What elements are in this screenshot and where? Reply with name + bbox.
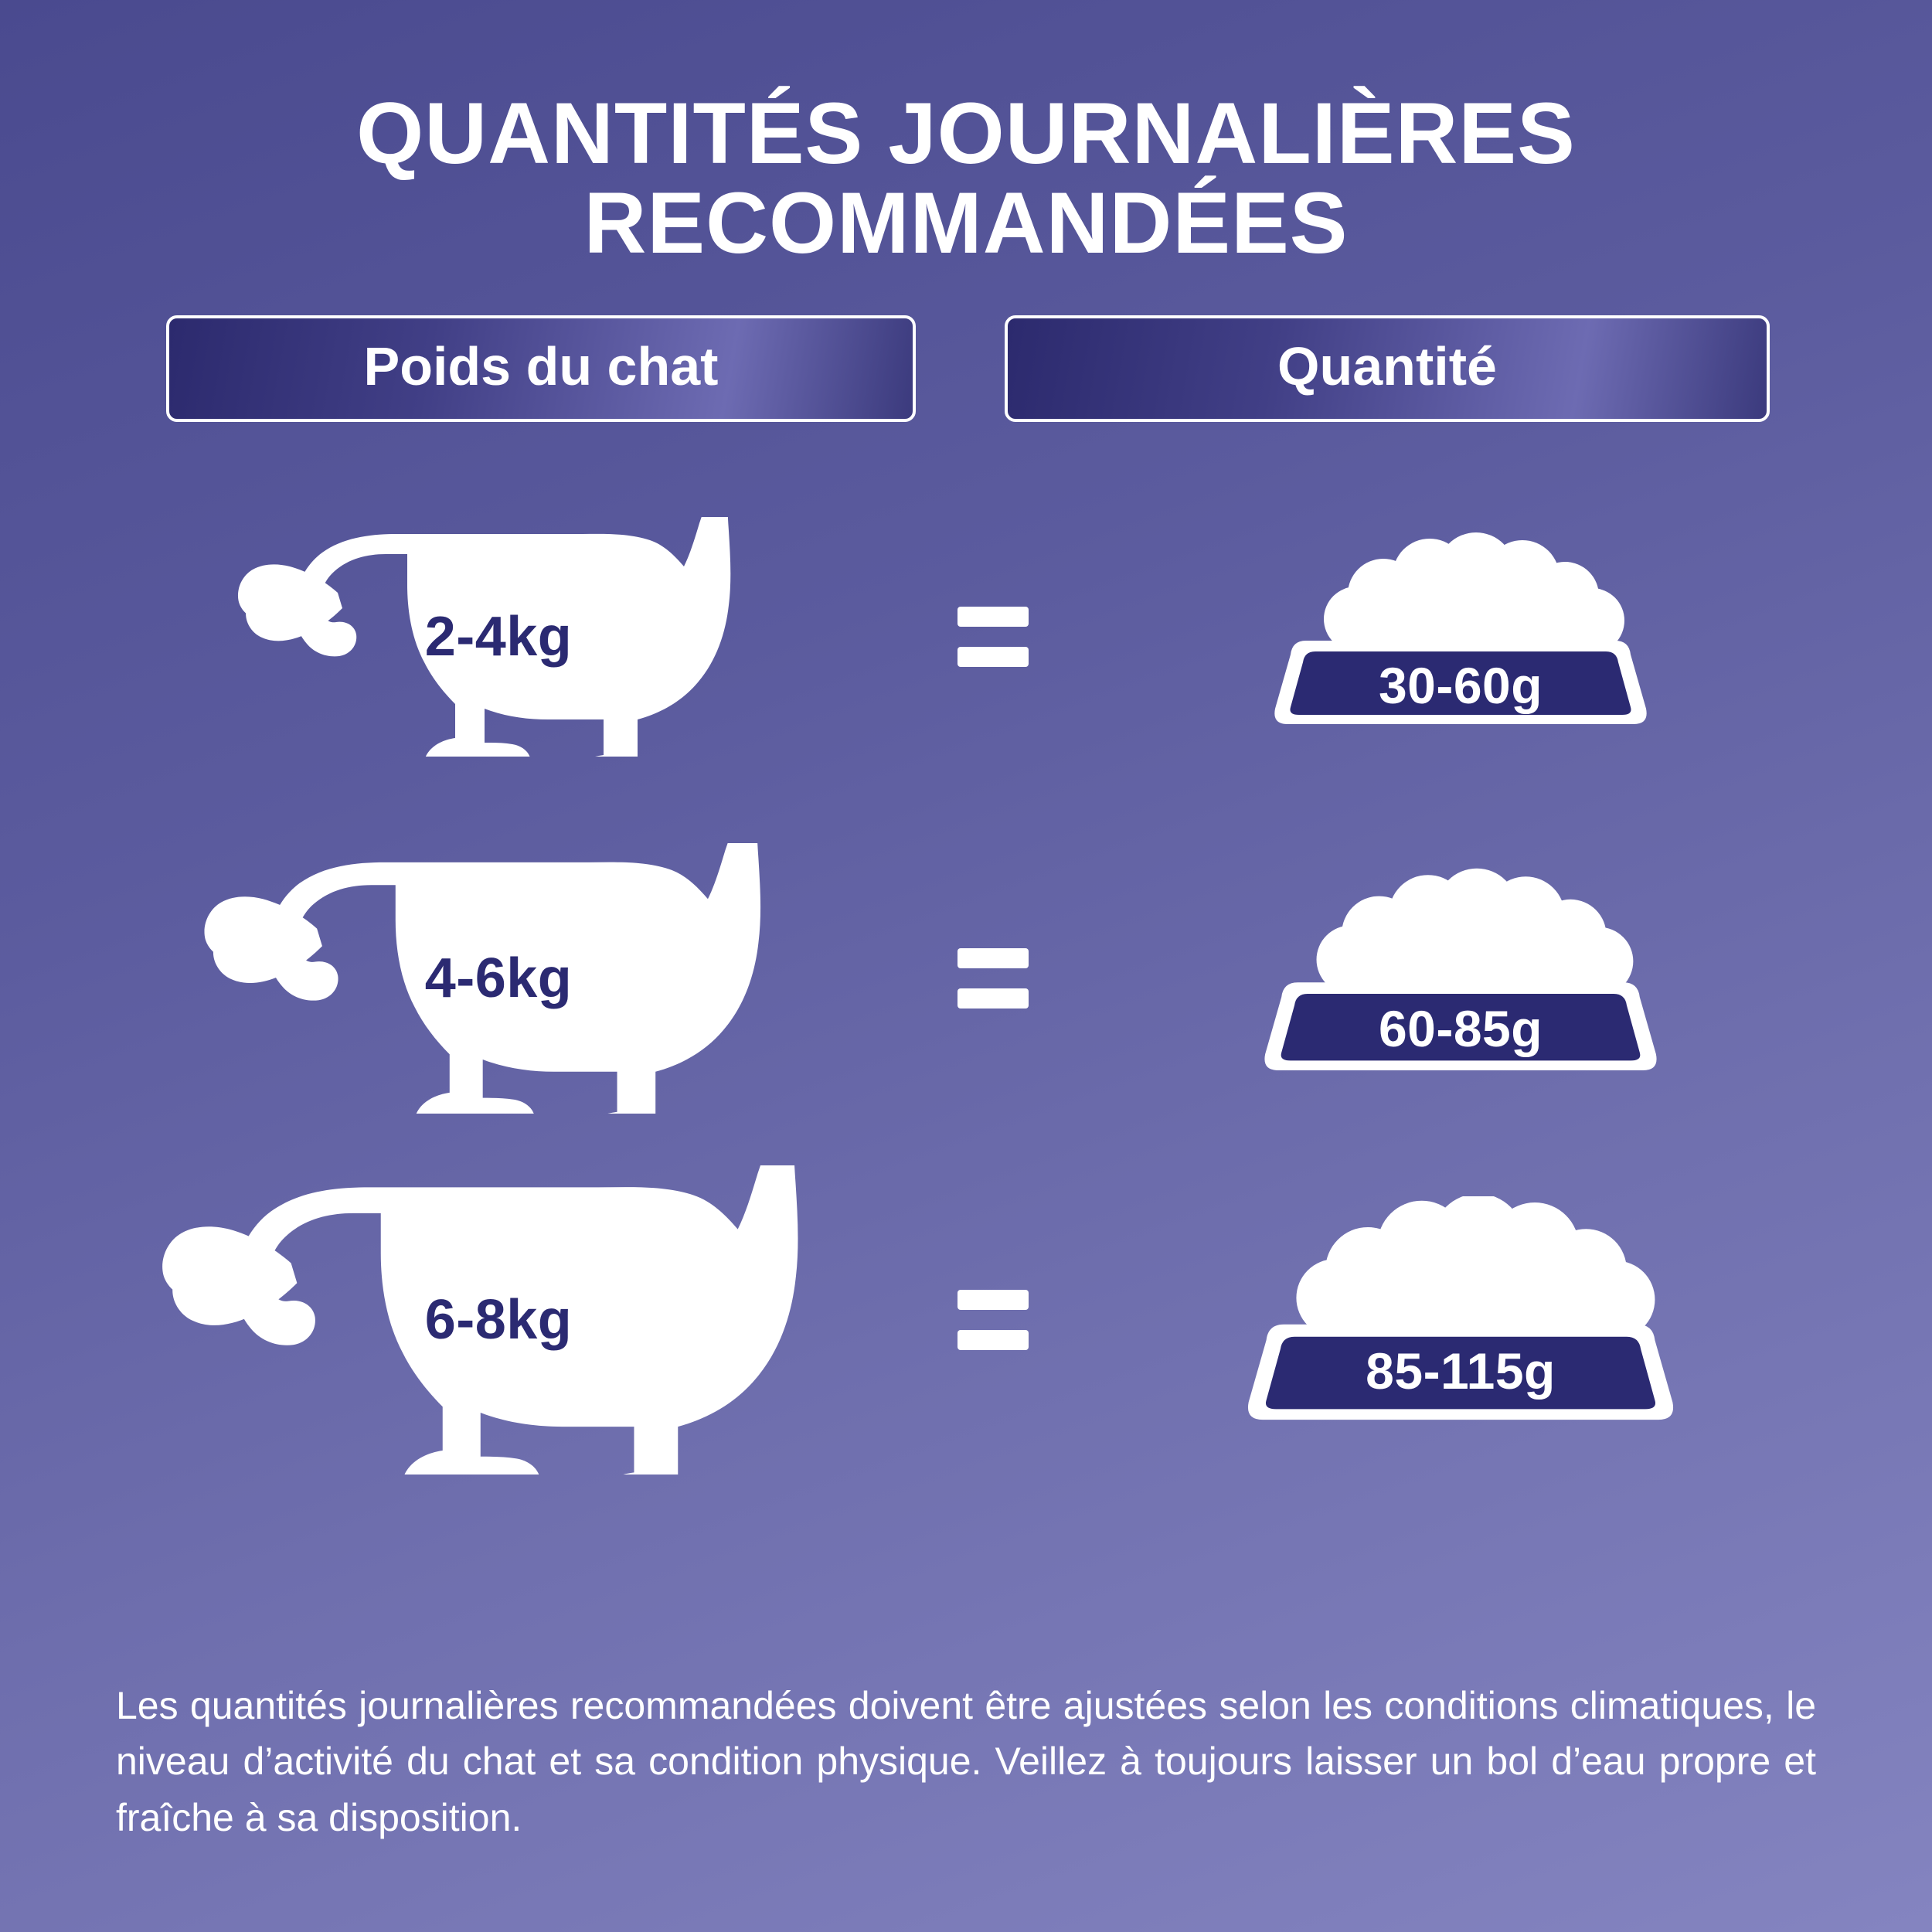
page-title: QUANTITÉS JOURNALIÈRES RECOMMANDÉES <box>356 85 1576 272</box>
amount-label: 60-85g <box>1378 999 1543 1057</box>
bowl-cell <box>1074 1165 1847 1475</box>
bowl-cell <box>1074 482 1847 791</box>
cat-cell <box>85 1165 912 1475</box>
table-header-row <box>0 315 1932 422</box>
equals-cell <box>912 1290 1074 1350</box>
header-cat-weight: Poids du chat <box>166 315 916 422</box>
cat-cell <box>85 824 912 1133</box>
bowl-wrap <box>1213 1196 1708 1444</box>
feeding-rows <box>0 482 1932 1475</box>
food-bowl-icon <box>1213 1196 1708 1444</box>
bowl-cell <box>1074 824 1847 1133</box>
equals-cell <box>912 607 1074 667</box>
header-quantity: Quantité <box>1005 315 1770 422</box>
amount-label: 85-115g <box>1366 1342 1556 1400</box>
amount-label: 30-60g <box>1378 656 1543 714</box>
equals-cell <box>912 948 1074 1009</box>
table-row <box>85 1165 1847 1475</box>
table-row <box>85 482 1847 791</box>
cat-cell <box>85 482 912 791</box>
equals-icon <box>957 1290 1029 1350</box>
footer-note: Les quantités journalières recommandées doivent être ajustées selon les conditions climatiques, le niveau d’activité du chat et sa condition physique. Veillez à toujours laisser un bol d’eau propre et fraîche à sa disposition. <box>116 1683 1816 1839</box>
weight-label: 6-8kg <box>424 1288 573 1351</box>
bowl-wrap <box>1244 532 1677 741</box>
equals-icon <box>957 607 1029 667</box>
bowl-wrap <box>1233 866 1689 1090</box>
weight-label: 2-4kg <box>424 605 573 668</box>
equals-icon <box>957 948 1029 1009</box>
weight-label: 4-6kg <box>424 947 573 1009</box>
table-row <box>85 824 1847 1133</box>
